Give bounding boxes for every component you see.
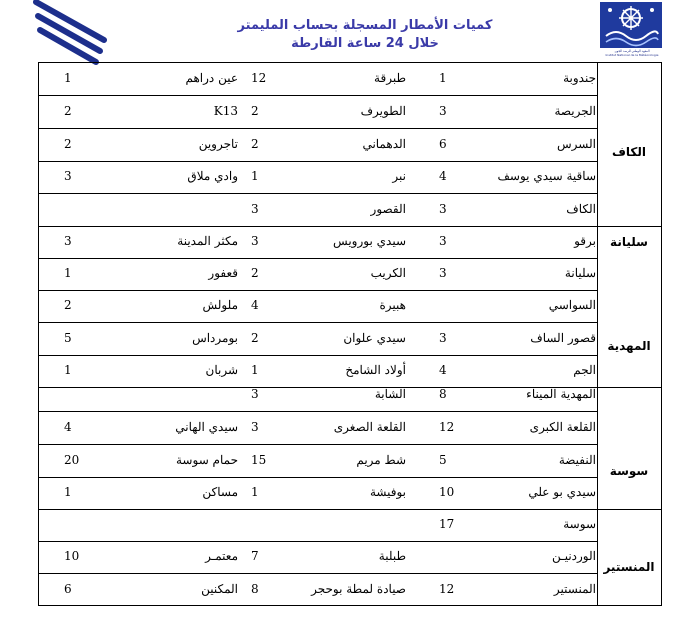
rainfall-value: 12 [251, 71, 267, 85]
station-name: معتمـر [205, 549, 238, 563]
rainfall-value: 3 [251, 234, 259, 248]
rainfall-value: 1 [64, 71, 72, 85]
row-divider [39, 444, 597, 445]
governorate-label: المهدية [607, 339, 651, 353]
station-name: الشابة [374, 387, 406, 401]
station-name: شربان [205, 363, 238, 377]
station-name: الطويرف [360, 104, 406, 118]
station-name: شط مريم [356, 453, 406, 467]
rainfall-value: 2 [251, 331, 259, 345]
station-name: وادي ملاق [187, 169, 238, 183]
station-name: ساقية سيدي يوسف [497, 169, 596, 183]
station-name: صيادة لمطة بوحجر [311, 582, 406, 596]
title-line-1: كميات الأمطار المسجلة بحساب المليمتر [237, 18, 493, 33]
station-name: حمام سوسة [176, 453, 238, 467]
rainfall-value: 3 [64, 234, 72, 248]
rainfall-value: 12 [439, 582, 455, 596]
station-name: تاجروين [198, 137, 238, 151]
governorate-label: سليانة [610, 235, 648, 249]
station-name: سيدي الهاني [175, 420, 238, 434]
rainfall-value: 10 [439, 485, 455, 499]
row-divider [39, 258, 597, 259]
station-name: الجم [573, 363, 596, 377]
station-name: قصور الساف [530, 331, 596, 345]
station-name: المهدية الميناء [526, 387, 596, 401]
station-name: برقو [574, 234, 596, 248]
corner-stripes-decoration [0, 0, 110, 70]
row-divider [39, 411, 597, 412]
station-name: الجريصة [554, 104, 596, 118]
rainfall-value: 4 [439, 363, 447, 377]
rainfall-value: 20 [64, 453, 80, 467]
rainfall-value: 1 [251, 169, 259, 183]
rainfall-value: 3 [64, 169, 72, 183]
row-divider [39, 95, 597, 96]
rainfall-value: 8 [251, 582, 259, 596]
row-divider [39, 128, 597, 129]
rainfall-value: 3 [439, 331, 447, 345]
title-line-2: خلال 24 ساعة القارطة [291, 36, 439, 51]
rainfall-table [38, 62, 662, 606]
rainfall-value: 2 [64, 104, 72, 118]
rainfall-value: 3 [251, 387, 259, 401]
rainfall-value: 3 [251, 202, 259, 216]
station-name: طبلبة [378, 549, 406, 563]
station-name: القصور [370, 202, 406, 216]
governorate-label: الكاف [611, 145, 647, 159]
rainfall-value: 1 [439, 71, 447, 85]
row-divider [39, 161, 597, 162]
station-name: عين دراهم [185, 71, 238, 85]
station-name: القلعة الكبرى [529, 420, 596, 434]
logo-caption-arabic: المعهد الوطني للرصد الجوي [614, 49, 650, 53]
rainfall-value: 2 [251, 266, 259, 280]
rainfall-value: 17 [439, 517, 455, 531]
station-name: السرس [557, 137, 596, 151]
station-name: المكنين [201, 582, 238, 596]
station-name: القلعة الصغرى [333, 420, 406, 434]
rainfall-value: 5 [439, 453, 447, 467]
rainfall-value: 1 [251, 485, 259, 499]
station-name: نبر [392, 169, 406, 183]
logo-caption-french: Institut National de la Météorologie [605, 53, 659, 57]
rainfall-value: 1 [64, 266, 72, 280]
rainfall-value: 3 [439, 104, 447, 118]
rainfall-value: 2 [251, 137, 259, 151]
station-name: مساكن [202, 485, 238, 499]
station-name: سيدي بورويس [333, 234, 406, 248]
station-name: K13 [213, 104, 238, 118]
rainfall-value: 3 [439, 202, 447, 216]
station-name: الوردنيـن [552, 549, 596, 563]
rainfall-value: 2 [251, 104, 259, 118]
rainfall-value: 5 [64, 331, 72, 345]
governorate-label: المنستير [603, 560, 655, 574]
rainfall-value: 4 [64, 420, 72, 434]
group-divider [39, 226, 662, 227]
row-divider [39, 541, 597, 542]
rainfall-value: 2 [64, 137, 72, 151]
station-name: الكاف [566, 202, 596, 216]
row-divider [39, 355, 597, 356]
rainfall-value: 15 [251, 453, 267, 467]
rainfall-value: 6 [64, 582, 72, 596]
station-name: الكريب [370, 266, 406, 280]
station-name: هبيرة [379, 298, 406, 312]
rainfall-value: 4 [439, 169, 447, 183]
station-name: جندوبة [563, 71, 596, 85]
page-title [230, 17, 500, 53]
station-name: سيدي علوان [343, 331, 406, 345]
rainfall-value: 1 [64, 485, 72, 499]
group-divider [39, 509, 662, 510]
rainfall-value: 1 [64, 363, 72, 377]
logo-caption [596, 49, 668, 57]
row-divider [39, 477, 597, 478]
rainfall-value: 4 [251, 298, 259, 312]
rainfall-value: 2 [64, 298, 72, 312]
rainfall-value: 3 [439, 234, 447, 248]
row-divider [39, 193, 597, 194]
rainfall-value: 6 [439, 137, 447, 151]
station-name: بوفيشة [369, 485, 406, 499]
station-name: بومرداس [192, 331, 238, 345]
station-name: سوسة [563, 517, 596, 531]
station-name: السواسي [548, 298, 596, 312]
rainfall-value: 8 [439, 387, 447, 401]
row-divider [39, 290, 597, 291]
governorate-label: سوسة [609, 464, 649, 478]
rainfall-value: 12 [439, 420, 455, 434]
station-name: النفيضة [558, 453, 596, 467]
station-name: مكثر المدينة [177, 234, 238, 248]
station-name: سليانة [564, 266, 596, 280]
station-name: ملولش [202, 298, 238, 312]
rainfall-value: 3 [251, 420, 259, 434]
station-name: طبرقة [374, 71, 406, 85]
rainfall-value: 7 [251, 549, 259, 563]
station-name: سيدي بو علي [528, 485, 596, 499]
station-name: أولاد الشامخ [345, 363, 406, 377]
rainfall-value: 3 [439, 266, 447, 280]
row-divider [39, 573, 597, 574]
station-name: الدهماني [362, 137, 406, 151]
rainfall-value: 10 [64, 549, 80, 563]
rainfall-value: 1 [251, 363, 259, 377]
row-divider [39, 322, 597, 323]
station-name: المنستير [553, 582, 596, 596]
station-name: قعفور [208, 266, 238, 280]
